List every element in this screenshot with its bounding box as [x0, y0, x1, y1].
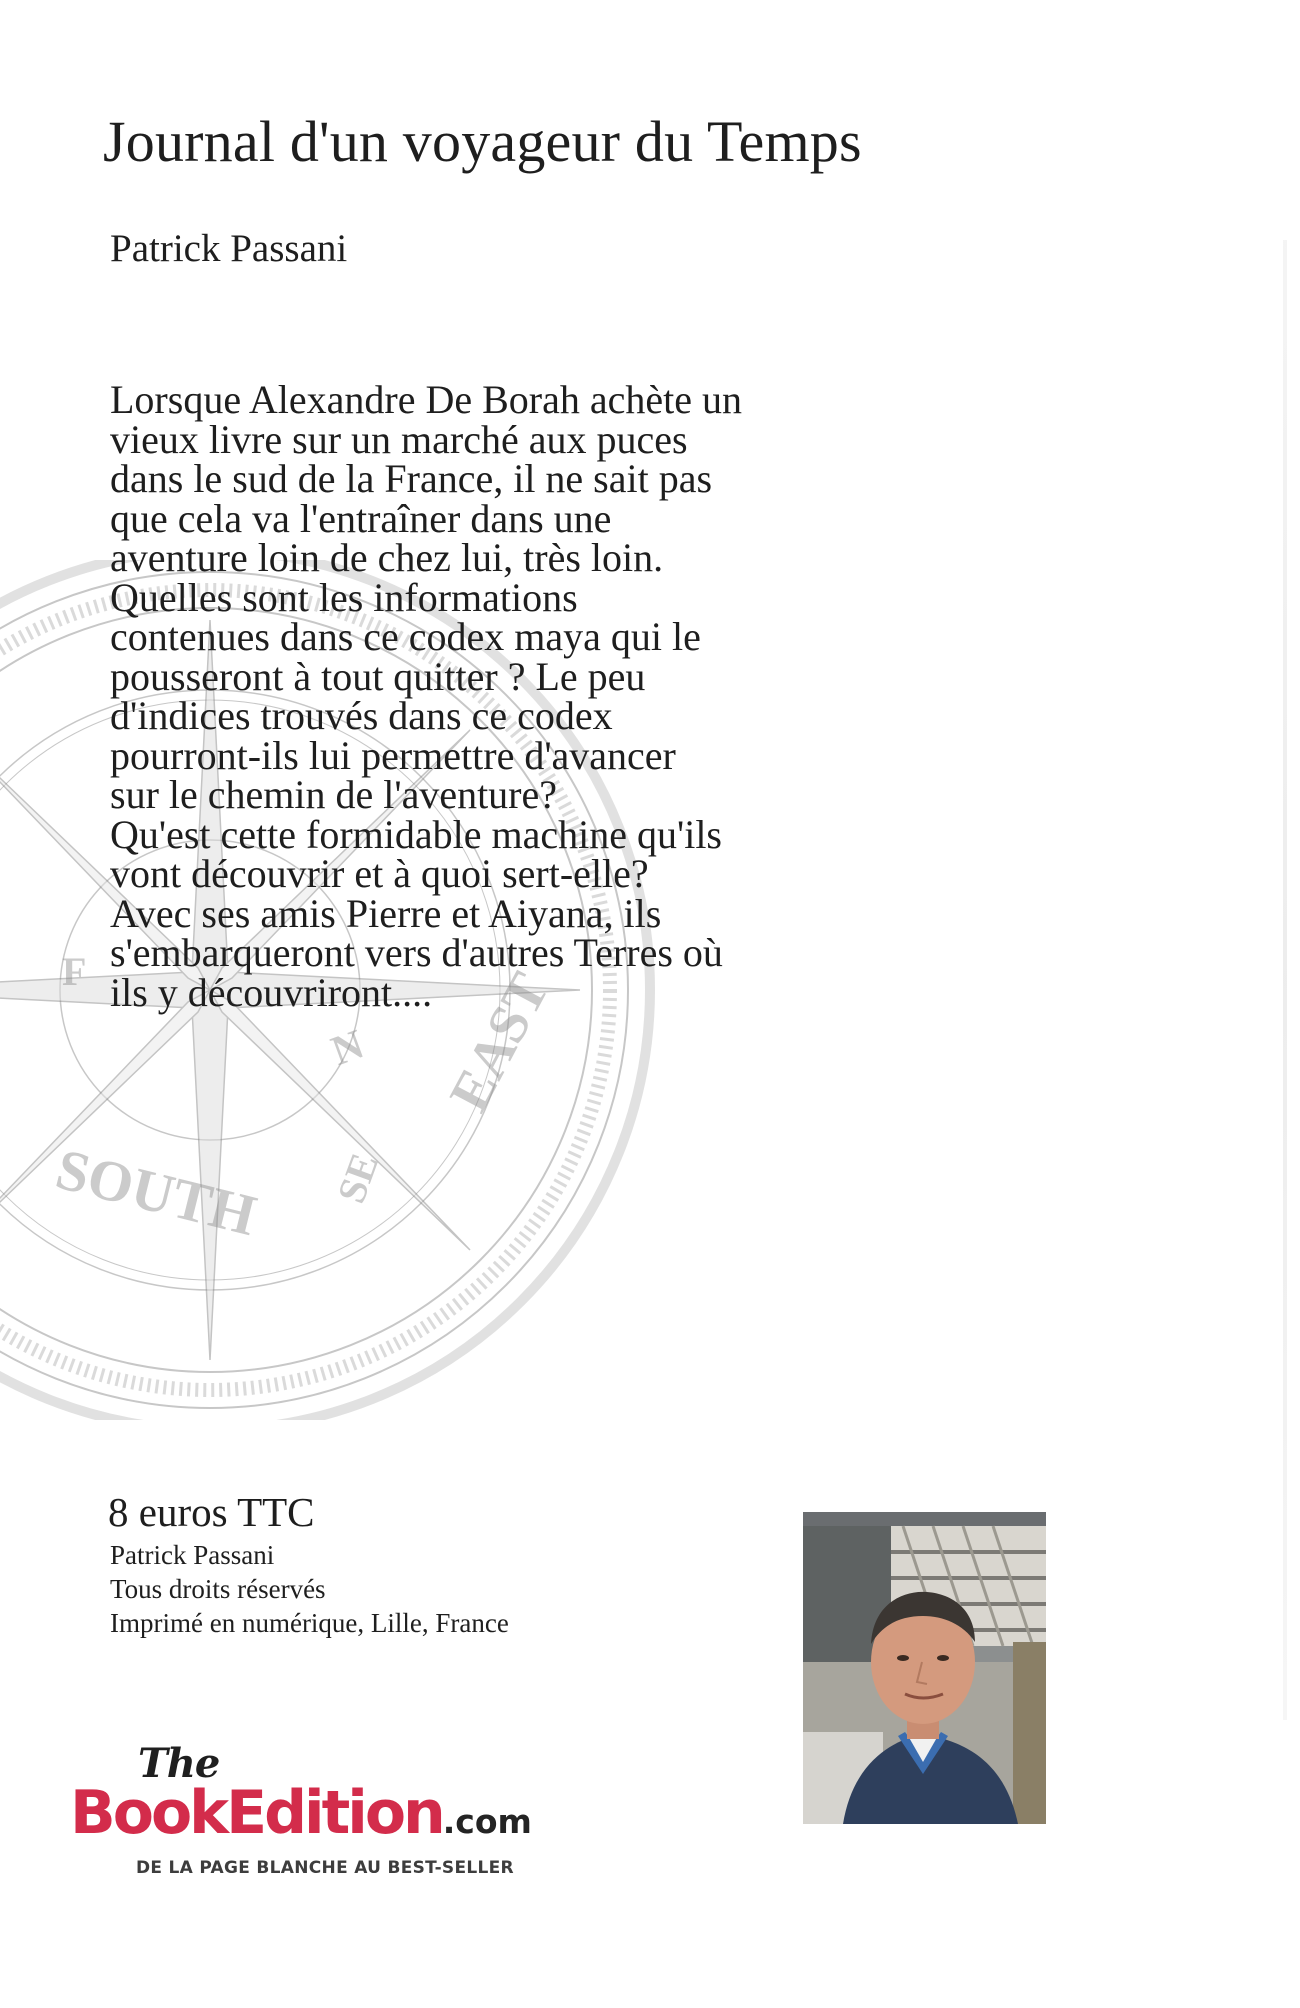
book-title: Journal d'un voyageur du Temps: [103, 109, 862, 174]
blurb-line: sur le chemin de l'aventure?: [110, 772, 558, 817]
blurb-line: Quelles sont les informations: [110, 574, 578, 620]
page-edge-shadow: [1283, 240, 1287, 1720]
price-label: 8 euros TTC: [108, 1489, 315, 1535]
compass-label-south: SOUTH: [49, 1135, 263, 1249]
blurb-line: d'indices trouvés dans ce codex: [110, 693, 613, 738]
compass-label-n: N: [325, 1021, 370, 1076]
book-author: Patrick Passani: [110, 227, 348, 270]
blurb-line: que cela va l'entraîner dans une: [110, 495, 612, 541]
compass-label-f: F: [62, 949, 87, 994]
blurb-line: s'embarqueront vers d'autres Terres où: [110, 930, 723, 975]
blurb-line: vont découvrir et à quoi sert-elle?: [110, 851, 649, 896]
logo-the-text: The: [138, 1740, 220, 1787]
logo-brand-text: [70, 1778, 532, 1848]
compass-label-se: SE: [328, 1147, 388, 1209]
bookedition-logo: [70, 1740, 630, 1890]
colophon-printed: Imprimé en numérique, Lille, France: [110, 1608, 509, 1638]
colophon-author: Patrick Passani: [110, 1540, 275, 1570]
colophon-rights: Tous droits réservés: [110, 1574, 326, 1604]
blurb-line: dans le sud de la France, il ne sait pas: [110, 456, 713, 501]
blurb-line: ils y découvriront....: [110, 969, 433, 1015]
blurb-line: pourront-ils lui permettre d'avancer: [110, 732, 676, 778]
blurb-line: Avec ses amis Pierre et Aiyana, ils: [110, 890, 662, 936]
logo-tagline: DE LA PAGE BLANCHE AU BEST-SELLER: [136, 1858, 514, 1878]
logo-brand-name: BookEdition: [70, 1778, 443, 1848]
author-portrait-photo: [803, 1512, 1046, 1824]
blurb-line: vieux livre sur un marché aux puces: [110, 416, 688, 462]
blurb-line: aventure loin de chez lui, très loin.: [110, 535, 664, 580]
back-cover-blurb: [110, 377, 930, 1015]
logo-domain-suffix: .com: [442, 1802, 532, 1841]
blurb-line: Qu'est cette formidable machine qu'ils: [110, 811, 722, 857]
blurb-line: contenues dans ce codex maya qui le: [110, 614, 701, 659]
compass-label-east: EAST: [438, 963, 562, 1122]
colophon: [110, 1538, 509, 1640]
blurb-line: Lorsque Alexandre De Borah achète un: [110, 377, 742, 422]
blurb-line: pousseront à tout quitter ? Le peu: [110, 653, 646, 699]
